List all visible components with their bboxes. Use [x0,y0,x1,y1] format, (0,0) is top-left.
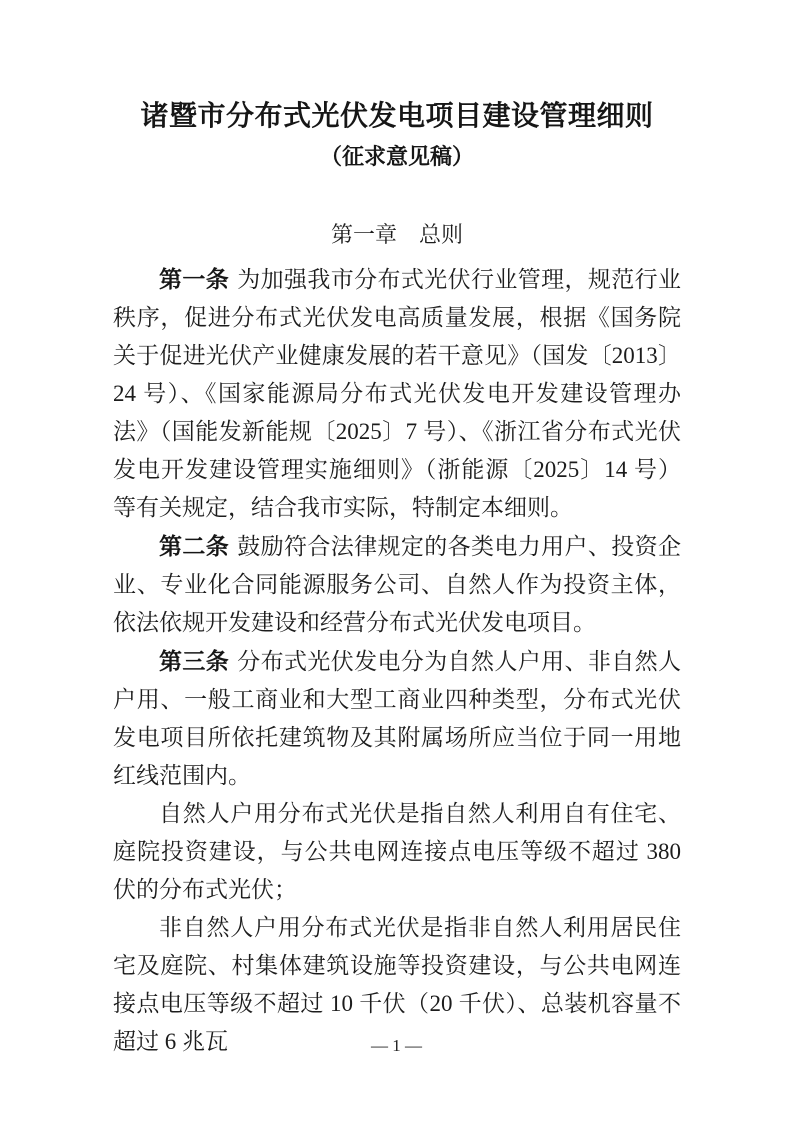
document-subtitle: （征求意见稿） [319,144,474,169]
article-paragraph [113,642,681,795]
article-text: 非自然人户用分布式光伏是指非自然人利用居民住宅及庭院、村集体建筑设施等投资建设，与公共电网连接点电压等级不超过 10 千伏（20 千伏）、总装机容量不超过 6 兆瓦 [113,915,681,1054]
document-body [113,260,681,1061]
chapter-heading: 第一章 总则 [330,222,463,247]
article-label: 第二条 [159,533,230,559]
article-paragraph [113,260,681,527]
page-footer [0,1036,793,1056]
page-number: — 1 — [371,1036,422,1055]
article-text: 自然人户用分布式光伏是指自然人利用自有住宅、庭院投资建设，与公共电网连接点电压等级不超过 380 伏的分布式光伏； [113,801,681,902]
article-text: 为加强我市分布式光伏行业管理，规范行业秩序，促进分布式光伏发电高质量发展，根据《国务院关于促进光伏产业健康发展的若干意见》（国发〔2013〕24 号）、《国家能源局分布式光伏发电开发建设管理办法》（国能发新能规〔2025〕7 号）、《浙江省分布式光伏发电开发建设管理实施细则》（浙能源〔2025〕14 号）等有关规定，结合我市实际，特制定本细则。 [113,267,682,520]
document-title: 诸暨市分布式光伏发电项目建设管理细则 [140,101,654,132]
article-paragraph [113,795,681,909]
article-label: 第三条 [159,648,230,674]
article-paragraph [113,527,681,642]
article-text: 鼓励符合法律规定的各类电力用户、投资企业、专业化合同能源服务公司、自然人作为投资主体，依法依规开发建设和经营分布式光伏发电项目。 [113,534,682,635]
article-text: 分布式光伏发电分为自然人户用、非自然人户用、一般工商业和大型工商业四种类型，分布式光伏发电项目所依托建筑物及其附属场所应当位于同一用地红线范围内。 [113,649,682,788]
article-label: 第一条 [159,266,230,292]
